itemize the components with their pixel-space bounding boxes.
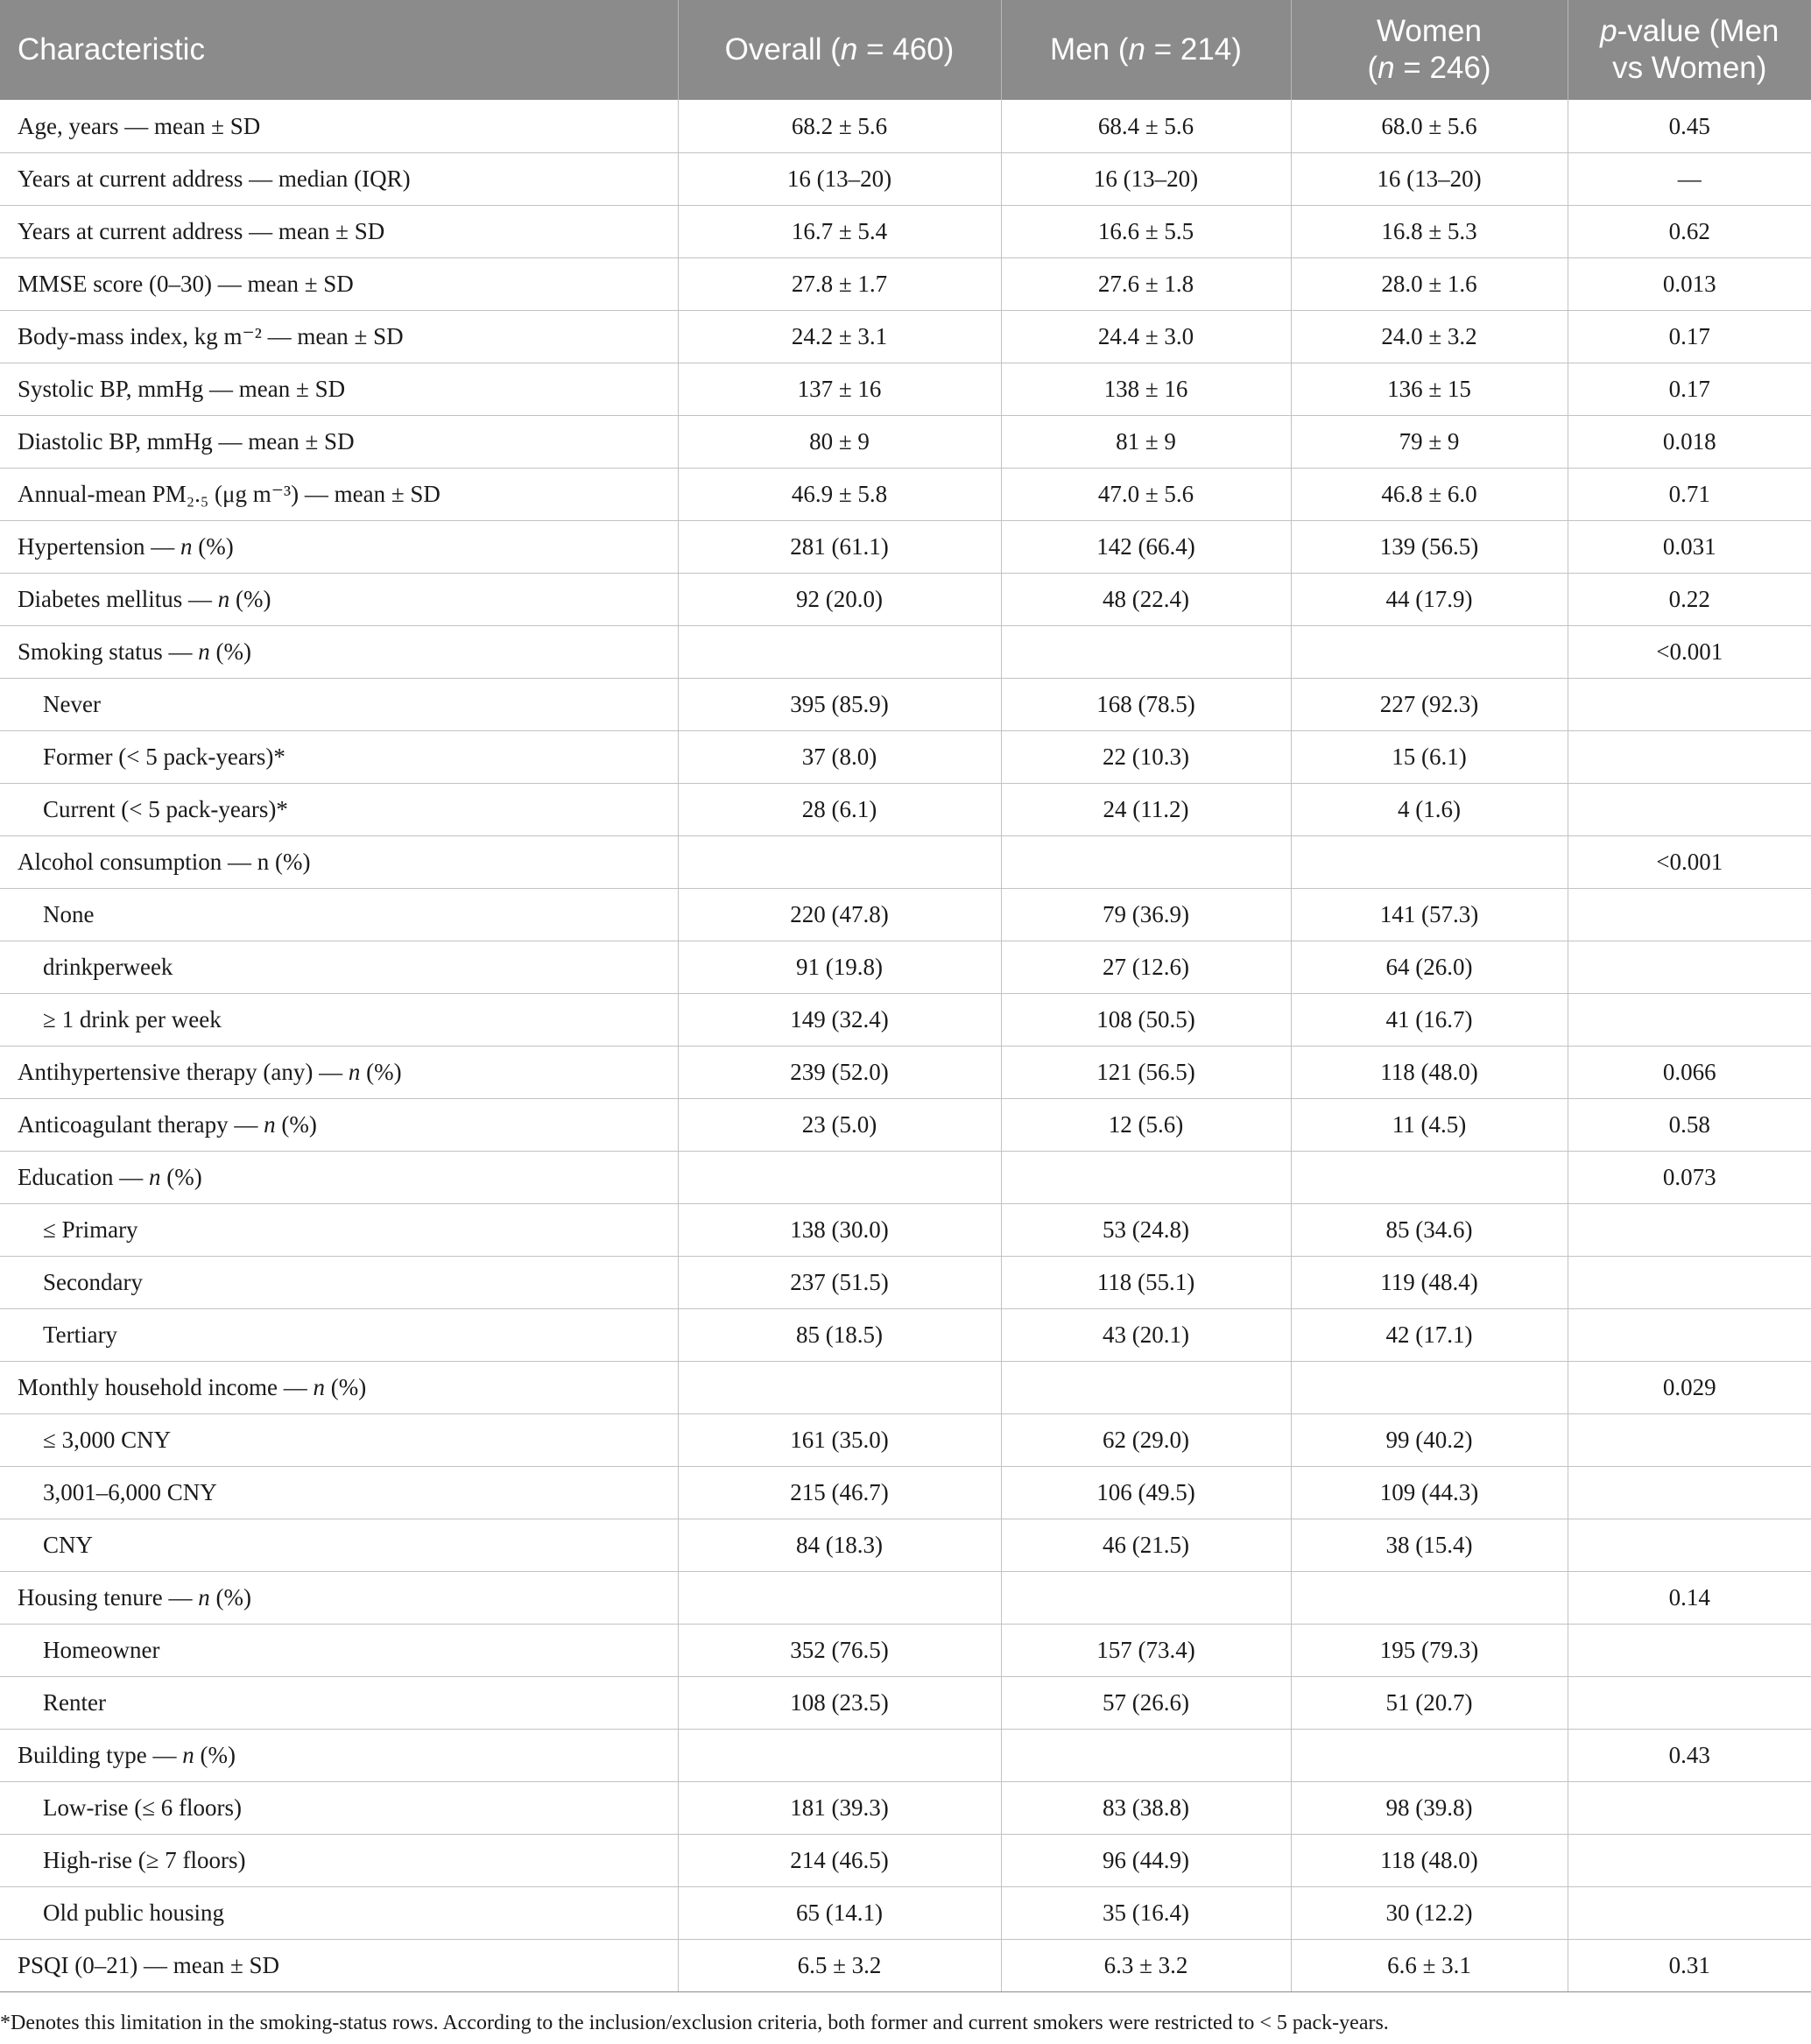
cell-overall: 237 (51.5): [678, 1256, 1001, 1308]
row-label: Never: [0, 678, 678, 730]
cell-overall: 23 (5.0): [678, 1098, 1001, 1151]
header-women: [1291, 0, 1568, 100]
cell-overall: 16 (13–20): [678, 152, 1001, 205]
cell-p-value: 0.31: [1568, 1939, 1811, 1991]
cell-men: 27 (12.6): [1001, 941, 1291, 993]
cell-women: [1291, 1151, 1568, 1203]
cell-men: 121 (56.5): [1001, 1046, 1291, 1098]
cell-p-value: 0.58: [1568, 1098, 1811, 1151]
cell-overall: [678, 1361, 1001, 1413]
table-row: [0, 363, 1811, 415]
cell-p-value: [1568, 1676, 1811, 1729]
row-label: ≤ 3,000 CNY: [0, 1413, 678, 1466]
row-label: Systolic BP, mmHg — mean ± SD: [0, 363, 678, 415]
row-label: Secondary: [0, 1256, 678, 1308]
cell-overall: 80 ± 9: [678, 415, 1001, 468]
row-label: Current (< 5 pack-years)*: [0, 783, 678, 835]
cell-p-value: 0.031: [1568, 520, 1811, 573]
cell-p-value: [1568, 1413, 1811, 1466]
header-overall-n: n: [840, 32, 858, 67]
table-row: [0, 1834, 1811, 1886]
cell-p-value: <0.001: [1568, 625, 1811, 678]
cell-men: 12 (5.6): [1001, 1098, 1291, 1151]
table-row: [0, 1308, 1811, 1361]
header-pvalue: [1568, 0, 1811, 100]
cell-men: 46 (21.5): [1001, 1519, 1291, 1571]
cell-women: 119 (48.4): [1291, 1256, 1568, 1308]
table-row: [0, 730, 1811, 783]
cell-overall: 149 (32.4): [678, 993, 1001, 1046]
table-row: [0, 1571, 1811, 1624]
row-label: Former (< 5 pack-years)*: [0, 730, 678, 783]
cell-men: 81 ± 9: [1001, 415, 1291, 468]
cell-overall: 65 (14.1): [678, 1886, 1001, 1939]
table-row: [0, 310, 1811, 363]
row-label: Age, years — mean ± SD: [0, 100, 678, 152]
cell-men: 24 (11.2): [1001, 783, 1291, 835]
row-label: Tertiary: [0, 1308, 678, 1361]
cell-men: 83 (38.8): [1001, 1781, 1291, 1834]
cell-overall: 138 (30.0): [678, 1203, 1001, 1256]
cell-women: 99 (40.2): [1291, 1413, 1568, 1466]
cell-women: 46.8 ± 6.0: [1291, 468, 1568, 520]
cell-women: 109 (44.3): [1291, 1466, 1568, 1519]
cell-men: 24.4 ± 3.0: [1001, 310, 1291, 363]
row-label: Antihypertensive therapy (any) — n (%): [0, 1046, 678, 1098]
cell-women: 51 (20.7): [1291, 1676, 1568, 1729]
cell-women: 38 (15.4): [1291, 1519, 1568, 1571]
header-overall-post: = 460): [857, 32, 955, 67]
cell-men: [1001, 1729, 1291, 1781]
cell-men: 79 (36.9): [1001, 888, 1291, 941]
cell-p-value: 0.71: [1568, 468, 1811, 520]
cell-women: [1291, 1571, 1568, 1624]
cell-overall: [678, 835, 1001, 888]
row-label: Low-rise (≤ 6 floors): [0, 1781, 678, 1834]
cell-men: 48 (22.4): [1001, 573, 1291, 625]
cell-p-value: [1568, 1203, 1811, 1256]
table-row: [0, 100, 1811, 152]
table-row: [0, 415, 1811, 468]
table-row: [0, 835, 1811, 888]
row-label: Years at current address — mean ± SD: [0, 205, 678, 257]
cell-p-value: 0.17: [1568, 310, 1811, 363]
cell-men: 22 (10.3): [1001, 730, 1291, 783]
cell-p-value: 0.066: [1568, 1046, 1811, 1098]
table-row: [0, 1413, 1811, 1466]
cell-men: 142 (66.4): [1001, 520, 1291, 573]
table-row: [0, 1361, 1811, 1413]
cell-women: 227 (92.3): [1291, 678, 1568, 730]
cell-p-value: —: [1568, 152, 1811, 205]
cell-men: 57 (26.6): [1001, 1676, 1291, 1729]
header-men-post: = 214): [1145, 32, 1242, 67]
cell-women: 42 (17.1): [1291, 1308, 1568, 1361]
cell-p-value: [1568, 783, 1811, 835]
row-label: High-rise (≥ 7 floors): [0, 1834, 678, 1886]
cell-men: 6.3 ± 3.2: [1001, 1939, 1291, 1991]
header-characteristic: [0, 0, 678, 100]
cell-women: 16 (13–20): [1291, 152, 1568, 205]
header-men: [1001, 0, 1291, 100]
cell-p-value: [1568, 1256, 1811, 1308]
cell-men: 35 (16.4): [1001, 1886, 1291, 1939]
cell-p-value: 0.22: [1568, 573, 1811, 625]
table-row: [0, 941, 1811, 993]
row-label: Monthly household income — n (%): [0, 1361, 678, 1413]
cell-men: [1001, 1571, 1291, 1624]
cell-women: 118 (48.0): [1291, 1834, 1568, 1886]
row-label: Homeowner: [0, 1624, 678, 1676]
table-row: [0, 1203, 1811, 1256]
cell-overall: 281 (61.1): [678, 520, 1001, 573]
header-pvalue-p: p: [1600, 14, 1617, 48]
cell-women: 98 (39.8): [1291, 1781, 1568, 1834]
cell-p-value: [1568, 1834, 1811, 1886]
cell-p-value: [1568, 678, 1811, 730]
cell-men: 138 ± 16: [1001, 363, 1291, 415]
header-overall: [678, 0, 1001, 100]
row-label: drinkperweek: [0, 941, 678, 993]
cell-p-value: [1568, 1781, 1811, 1834]
table-row: [0, 888, 1811, 941]
row-label: Diastolic BP, mmHg — mean ± SD: [0, 415, 678, 468]
table-row: [0, 468, 1811, 520]
cell-women: 44 (17.9): [1291, 573, 1568, 625]
cell-men: 106 (49.5): [1001, 1466, 1291, 1519]
table-row: [0, 783, 1811, 835]
table-row: [0, 1466, 1811, 1519]
cell-p-value: [1568, 888, 1811, 941]
cell-men: 96 (44.9): [1001, 1834, 1291, 1886]
cell-men: [1001, 1361, 1291, 1413]
table-row: [0, 1519, 1811, 1571]
cell-women: 79 ± 9: [1291, 415, 1568, 468]
table-row: [0, 152, 1811, 205]
row-label: Body-mass index, kg m⁻² — mean ± SD: [0, 310, 678, 363]
cell-women: 30 (12.2): [1291, 1886, 1568, 1939]
cell-women: [1291, 1729, 1568, 1781]
row-label: Housing tenure — n (%): [0, 1571, 678, 1624]
cell-men: 157 (73.4): [1001, 1624, 1291, 1676]
cell-overall: 91 (19.8): [678, 941, 1001, 993]
cell-men: 62 (29.0): [1001, 1413, 1291, 1466]
cell-women: 136 ± 15: [1291, 363, 1568, 415]
cell-overall: 161 (35.0): [678, 1413, 1001, 1466]
cell-p-value: 0.62: [1568, 205, 1811, 257]
table-body: [0, 100, 1811, 1991]
row-label: Alcohol consumption — n (%): [0, 835, 678, 888]
table-row: [0, 1886, 1811, 1939]
cell-women: 28.0 ± 1.6: [1291, 257, 1568, 310]
table-row: [0, 573, 1811, 625]
table-row: [0, 1624, 1811, 1676]
row-label: MMSE score (0–30) — mean ± SD: [0, 257, 678, 310]
table-row: [0, 1256, 1811, 1308]
row-label: Annual-mean PM₂.₅ (μg m⁻³) — mean ± SD: [0, 468, 678, 520]
cell-overall: 215 (46.7): [678, 1466, 1001, 1519]
cell-p-value: 0.43: [1568, 1729, 1811, 1781]
table-row: [0, 1676, 1811, 1729]
cell-overall: 108 (23.5): [678, 1676, 1001, 1729]
cell-men: 118 (55.1): [1001, 1256, 1291, 1308]
header-men-n: n: [1128, 32, 1145, 67]
row-label: PSQI (0–21) — mean ± SD: [0, 1939, 678, 1991]
cell-overall: 6.5 ± 3.2: [678, 1939, 1001, 1991]
row-label: Years at current address — median (IQR): [0, 152, 678, 205]
row-label: Education — n (%): [0, 1151, 678, 1203]
cell-men: [1001, 835, 1291, 888]
cell-men: [1001, 1151, 1291, 1203]
cell-overall: 27.8 ± 1.7: [678, 257, 1001, 310]
header-men-pre: Men (: [1050, 32, 1129, 67]
table-row: [0, 520, 1811, 573]
table-row: [0, 205, 1811, 257]
row-label: Diabetes mellitus — n (%): [0, 573, 678, 625]
cell-overall: [678, 1729, 1001, 1781]
cell-p-value: 0.17: [1568, 363, 1811, 415]
cell-women: [1291, 625, 1568, 678]
cell-men: 27.6 ± 1.8: [1001, 257, 1291, 310]
row-label: ≥ 1 drink per week: [0, 993, 678, 1046]
table-row: [0, 678, 1811, 730]
header-women-post: = 246): [1394, 51, 1491, 85]
cell-p-value: <0.001: [1568, 835, 1811, 888]
cell-men: 47.0 ± 5.6: [1001, 468, 1291, 520]
cell-women: 24.0 ± 3.2: [1291, 310, 1568, 363]
header-overall-pre: Overall (: [724, 32, 841, 67]
cell-women: 141 (57.3): [1291, 888, 1568, 941]
cell-p-value: [1568, 730, 1811, 783]
cell-p-value: 0.018: [1568, 415, 1811, 468]
cell-p-value: [1568, 993, 1811, 1046]
cell-women: [1291, 1361, 1568, 1413]
cell-men: 43 (20.1): [1001, 1308, 1291, 1361]
cell-p-value: [1568, 941, 1811, 993]
cell-p-value: 0.029: [1568, 1361, 1811, 1413]
cell-overall: 214 (46.5): [678, 1834, 1001, 1886]
row-label: 3,001–6,000 CNY: [0, 1466, 678, 1519]
cell-overall: 181 (39.3): [678, 1781, 1001, 1834]
header-row: [0, 0, 1811, 100]
cell-women: 85 (34.6): [1291, 1203, 1568, 1256]
cell-women: 64 (26.0): [1291, 941, 1568, 993]
header-women-pre: (: [1367, 51, 1378, 85]
cell-overall: 352 (76.5): [678, 1624, 1001, 1676]
cell-overall: 84 (18.3): [678, 1519, 1001, 1571]
cell-women: 6.6 ± 3.1: [1291, 1939, 1568, 1991]
cell-overall: [678, 625, 1001, 678]
cell-men: 68.4 ± 5.6: [1001, 100, 1291, 152]
cell-p-value: 0.073: [1568, 1151, 1811, 1203]
header-pvalue-post: -value (Men vs Women): [1612, 14, 1779, 85]
cell-overall: 37 (8.0): [678, 730, 1001, 783]
cell-overall: 46.9 ± 5.8: [678, 468, 1001, 520]
cell-p-value: [1568, 1466, 1811, 1519]
table-row: [0, 1098, 1811, 1151]
table-row: [0, 1151, 1811, 1203]
cell-men: 53 (24.8): [1001, 1203, 1291, 1256]
cell-overall: 85 (18.5): [678, 1308, 1001, 1361]
table-header: [0, 0, 1811, 100]
cell-women: 118 (48.0): [1291, 1046, 1568, 1098]
cell-women: [1291, 835, 1568, 888]
cell-men: [1001, 625, 1291, 678]
cell-overall: [678, 1571, 1001, 1624]
table-row: [0, 993, 1811, 1046]
table-row: [0, 1781, 1811, 1834]
table-footnote: *Denotes this limitation in the smoking-status rows. According to the inclusion/exclusion criteria, both former and current smokers were restricted to < 5 pack-years.: [0, 2012, 1389, 2034]
cell-overall: 16.7 ± 5.4: [678, 205, 1001, 257]
cell-women: 139 (56.5): [1291, 520, 1568, 573]
cell-overall: 395 (85.9): [678, 678, 1001, 730]
header-women-line1: Women: [1377, 14, 1482, 48]
cell-women: 4 (1.6): [1291, 783, 1568, 835]
cell-men: 168 (78.5): [1001, 678, 1291, 730]
cell-men: 108 (50.5): [1001, 993, 1291, 1046]
cell-overall: [678, 1151, 1001, 1203]
row-label: Smoking status — n (%): [0, 625, 678, 678]
table-row: [0, 1939, 1811, 1991]
cell-p-value: 0.14: [1568, 1571, 1811, 1624]
cell-women: 41 (16.7): [1291, 993, 1568, 1046]
table-row: [0, 625, 1811, 678]
cell-women: 195 (79.3): [1291, 1624, 1568, 1676]
header-women-n: n: [1378, 51, 1395, 85]
cell-men: 16.6 ± 5.5: [1001, 205, 1291, 257]
table-row: [0, 1046, 1811, 1098]
cell-p-value: 0.013: [1568, 257, 1811, 310]
row-label: CNY: [0, 1519, 678, 1571]
cell-p-value: [1568, 1624, 1811, 1676]
cell-p-value: [1568, 1308, 1811, 1361]
cell-overall: 24.2 ± 3.1: [678, 310, 1001, 363]
row-label: None: [0, 888, 678, 941]
cell-overall: 220 (47.8): [678, 888, 1001, 941]
cell-women: 68.0 ± 5.6: [1291, 100, 1568, 152]
cell-p-value: [1568, 1886, 1811, 1939]
row-label: ≤ Primary: [0, 1203, 678, 1256]
cell-overall: 28 (6.1): [678, 783, 1001, 835]
row-label: Old public housing: [0, 1886, 678, 1939]
cell-overall: 137 ± 16: [678, 363, 1001, 415]
table-row: [0, 257, 1811, 310]
row-label: Hypertension — n (%): [0, 520, 678, 573]
cell-women: 16.8 ± 5.3: [1291, 205, 1568, 257]
table-row: [0, 1729, 1811, 1781]
cell-women: 11 (4.5): [1291, 1098, 1568, 1151]
cell-overall: 68.2 ± 5.6: [678, 100, 1001, 152]
row-label: Renter: [0, 1676, 678, 1729]
row-label: Anticoagulant therapy — n (%): [0, 1098, 678, 1151]
cell-women: 15 (6.1): [1291, 730, 1568, 783]
cell-p-value: [1568, 1519, 1811, 1571]
cell-overall: 92 (20.0): [678, 573, 1001, 625]
header-characteristic-label: Characteristic: [18, 32, 205, 67]
cell-men: 16 (13–20): [1001, 152, 1291, 205]
cell-p-value: 0.45: [1568, 100, 1811, 152]
row-label: Building type — n (%): [0, 1729, 678, 1781]
cell-overall: 239 (52.0): [678, 1046, 1001, 1098]
